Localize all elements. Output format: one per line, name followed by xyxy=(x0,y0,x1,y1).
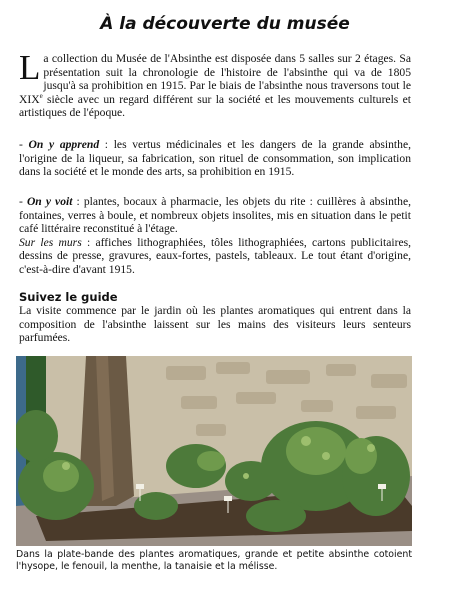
garden-illustration xyxy=(16,356,412,546)
guide-heading: Suivez le guide xyxy=(19,290,118,304)
guide-paragraph: La visite commence par le jardin où les plantes aromatiques qui entrent dans la composition de l'absinthe laissent sur les mains des visiteurs leurs senteurs parfumées. xyxy=(19,304,411,345)
superscript: e xyxy=(39,91,43,100)
on-y-voit-paragraph: - On y voit : plantes, bocaux à pharmacie, les objets du rite : cuillères à absinthe, fontaines, verres à boule, et nombreux objets insolites, mis en situation dans le petit café littéraire reconstitué à l'étage. Sur les murs : affiches lithographiées, tôles lithographiées, cartons publicitaires, dessins de presse, gravures, eaux-fortes, pastels, tableaux. Le tout étant d'origine, c'est-à-dire d'avant 1915. xyxy=(19,195,411,276)
intro-text: a collection du Musée de l'Absinthe est disposée dans 5 salles sur 2 étages. Sa présentation suit la chronologie de l'histoire de l'absinthe qui va de 1805 jusqu'à sa prohibition en 1915. Par le biais de l'absinthe nous traversons tout le XIXe siècle avec un regard différent sur la société et les mouvements culturels et artistiques de l'époque. xyxy=(19,52,411,120)
on-y-apprend-paragraph: - On y apprend : les vertus médicinales et les dangers de la grande absinthe, l'origine de la liqueur, sa fabrication, son rituel de consommation, son implication dans la société et le monde des arts, sa prohibition en 1915. xyxy=(19,138,411,179)
on-y-voit-lead: On y voit xyxy=(26,195,73,208)
page-title: À la découverte du musée xyxy=(100,14,350,34)
on-y-apprend-lead: On y apprend xyxy=(28,138,100,151)
drop-cap: L xyxy=(19,48,41,87)
intro-paragraph xyxy=(19,48,411,120)
photo-caption: Dans la plate-bande des plantes aromatiques, grande et petite absinthe cotoient l'hysope, le fenouil, la menthe, la tanaisie et la mélisse. xyxy=(16,549,412,573)
garden-photo xyxy=(16,356,412,546)
sur-les-murs-paragraph: Sur les murs : affiches lithographiées, tôles lithographiées, cartons publicitaires, dessins de presse, gravures, eaux-fortes, pastels, tableaux. Le tout étant d'origine, c'est-à-dire d'avant 1915. xyxy=(19,235,411,276)
